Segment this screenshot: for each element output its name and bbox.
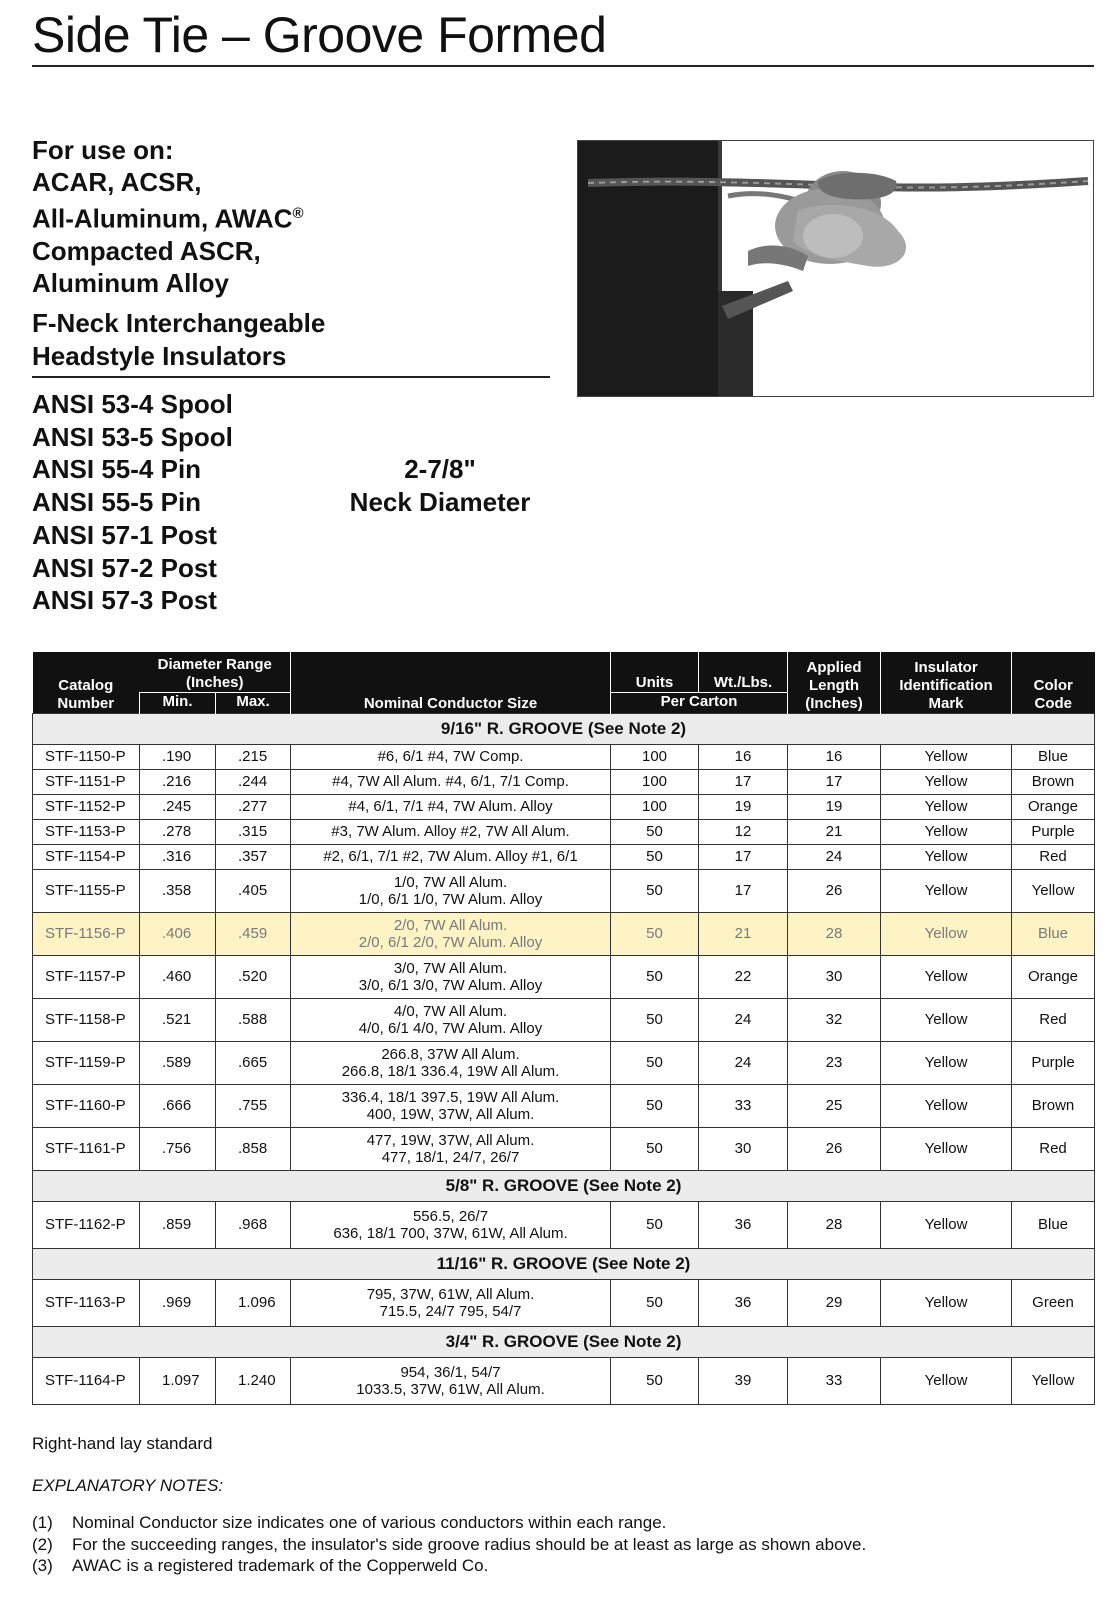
catalog-number-cell: STF-1164-P [33, 1358, 140, 1405]
conductor-line: 2/0, 7W All Alum. [393, 916, 508, 934]
insulator-mark-cell: Yellow [881, 1085, 1012, 1128]
catalog-number-cell: STF-1150-P [33, 745, 140, 770]
conductor-line: 636, 18/1 700, 37W, 61W, All Alum. [333, 1225, 568, 1242]
min-diameter-cell: 1.097 [140, 1358, 216, 1405]
conductor-line: #3, 7W Alum. Alloy #2, 7W All Alum. [331, 823, 570, 841]
color-code-cell: Red [1012, 845, 1095, 870]
ansi-item: ANSI 53-4 Spool [32, 389, 233, 419]
catalog-number-cell: STF-1153-P [33, 820, 140, 845]
notes-heading: EXPLANATORY NOTES: [32, 1476, 224, 1495]
ansi-item: ANSI 53-5 Spool [32, 421, 233, 452]
neck-diameter [330, 453, 550, 519]
conductor-line: 2/0, 6/1 2/0, 7W Alum. Alloy [358, 934, 543, 951]
weight-cell: 19 [699, 795, 788, 820]
units-cell: 50 [611, 870, 699, 913]
section-divider [32, 376, 550, 378]
weight-cell: 24 [699, 1042, 788, 1085]
min-diameter-cell: .245 [140, 795, 216, 820]
conductor-line: #4, 6/1, 7/1 #4, 7W Alum. Alloy [348, 798, 553, 816]
use-on-line: Compacted ASCR, [32, 235, 261, 266]
table-row [33, 845, 1095, 870]
col-insulator-mark: Insulator Identification Mark [881, 652, 1012, 714]
table-row [33, 1042, 1095, 1085]
ansi-item: ANSI 57-2 Post [32, 552, 217, 583]
catalog-number-cell: STF-1152-P [33, 795, 140, 820]
max-diameter-cell: .968 [216, 1202, 291, 1249]
weight-cell: 24 [699, 999, 788, 1042]
note-item: (1) Nominal Conductor size indicates one of various conductors within each range. [32, 1513, 667, 1532]
insulator-mark-cell: Yellow [881, 820, 1012, 845]
note-item: (3) AWAC is a registered trademark of the Copperweld Co. [32, 1556, 489, 1575]
applied-length-cell: 19 [788, 795, 881, 820]
catalog-number-cell: STF-1151-P [33, 770, 140, 795]
min-diameter-cell: .521 [140, 999, 216, 1042]
weight-cell: 36 [699, 1280, 788, 1327]
weight-cell: 16 [699, 745, 788, 770]
applied-length-cell: 32 [788, 999, 881, 1042]
insulator-mark-cell: Yellow [881, 745, 1012, 770]
applied-length-cell: 30 [788, 956, 881, 999]
lay-note: Right-hand lay standard [32, 1434, 213, 1453]
table-row [33, 913, 1095, 956]
units-cell: 50 [611, 1042, 699, 1085]
units-cell: 50 [611, 1202, 699, 1249]
applied-length-cell: 25 [788, 1085, 881, 1128]
conductor-size-cell [291, 1128, 611, 1171]
max-diameter-cell: .520 [216, 956, 291, 999]
catalog-number-cell: STF-1160-P [33, 1085, 140, 1128]
catalog-number-cell: STF-1158-P [33, 999, 140, 1042]
side-tie-photo-image [578, 141, 1093, 396]
table-row [33, 999, 1095, 1042]
catalog-number-cell: STF-1156-P [33, 913, 140, 956]
product-photo [577, 140, 1094, 397]
units-cell: 100 [611, 770, 699, 795]
weight-cell: 22 [699, 956, 788, 999]
insulator-mark-cell: Yellow [881, 999, 1012, 1042]
insulator-mark-cell: Yellow [881, 1202, 1012, 1249]
note-item: (2) For the succeeding ranges, the insulator's side groove radius should be at least as large as shown above. [32, 1535, 867, 1554]
max-diameter-cell: .665 [216, 1042, 291, 1085]
units-cell: 50 [611, 1358, 699, 1405]
min-diameter-cell: .460 [140, 956, 216, 999]
units-cell: 100 [611, 745, 699, 770]
table-row [33, 1202, 1095, 1249]
conductor-line: 556.5, 26/7 [412, 1207, 489, 1225]
table-row [33, 745, 1095, 770]
color-code-cell: Blue [1012, 1202, 1095, 1249]
conductor-line: #2, 6/1, 7/1 #2, 7W Alum. Alloy #1, 6/1 [323, 848, 578, 866]
catalog-number-cell: STF-1155-P [33, 870, 140, 913]
units-cell: 50 [611, 913, 699, 956]
applied-length-cell: 33 [788, 1358, 881, 1405]
page-title: Side Tie – Groove Formed [32, 7, 607, 63]
weight-cell: 39 [699, 1358, 788, 1405]
color-code-cell: Yellow [1012, 1358, 1095, 1405]
min-diameter-cell: .589 [140, 1042, 216, 1085]
catalog-number-cell: STF-1157-P [33, 956, 140, 999]
use-on-heading: For use on: [32, 135, 174, 165]
conductor-line: 4/0, 6/1 4/0, 7W Alum. Alloy [358, 1020, 543, 1037]
units-cell: 50 [611, 1128, 699, 1171]
units-cell: 50 [611, 956, 699, 999]
min-diameter-cell: .216 [140, 770, 216, 795]
groove-group-label: 3/4" R. GROOVE (See Note 2) [33, 1327, 1095, 1358]
table-row [33, 820, 1095, 845]
color-code-cell: Purple [1012, 1042, 1095, 1085]
max-diameter-cell: .244 [216, 770, 291, 795]
min-diameter-cell: .190 [140, 745, 216, 770]
ansi-item: ANSI 55-4 Pin [32, 454, 202, 485]
max-diameter-cell: .357 [216, 845, 291, 870]
table-row [33, 1085, 1095, 1128]
color-code-cell: Blue [1012, 913, 1095, 956]
conductor-line: 954, 36/1, 54/7 [400, 1363, 501, 1381]
conductor-size-cell [291, 795, 611, 820]
col-max: Max. [216, 693, 291, 714]
weight-cell: 17 [699, 870, 788, 913]
ansi-item: ANSI 57-3 Post [32, 585, 217, 616]
conductor-size-cell [291, 1202, 611, 1249]
table-row [33, 870, 1095, 913]
units-cell: 50 [611, 999, 699, 1042]
min-diameter-cell: .278 [140, 820, 216, 845]
spec-table-body [33, 714, 1095, 1405]
ansi-item: ANSI 55-5 Pin [32, 487, 202, 518]
conductor-size-cell [291, 845, 611, 870]
use-on-line: Aluminum Alloy [32, 267, 229, 298]
insulator-type-line: Headstyle Insulators [32, 341, 287, 371]
max-diameter-cell: .315 [216, 820, 291, 845]
color-code-cell: Yellow [1012, 870, 1095, 913]
insulator-mark-cell: Yellow [881, 1128, 1012, 1171]
color-code-cell: Orange [1012, 795, 1095, 820]
max-diameter-cell: 1.096 [216, 1280, 291, 1327]
conductor-line: 266.8, 18/1 336.4, 19W All Alum. [341, 1063, 560, 1080]
max-diameter-cell: .858 [216, 1128, 291, 1171]
table-row [33, 1128, 1095, 1171]
col-conductor-size: Nominal Conductor Size [291, 652, 611, 714]
col-per-carton: Per Carton [611, 693, 788, 714]
applied-length-cell: 26 [788, 1128, 881, 1171]
insulator-mark-cell: Yellow [881, 1358, 1012, 1405]
max-diameter-cell: .459 [216, 913, 291, 956]
conductor-size-cell [291, 1042, 611, 1085]
insulator-type [32, 307, 325, 373]
color-code-cell: Purple [1012, 820, 1095, 845]
conductor-line: 1/0, 7W All Alum. [393, 873, 508, 891]
col-color-code: Color Code [1012, 652, 1095, 714]
min-diameter-cell: .666 [140, 1085, 216, 1128]
table-row [33, 795, 1095, 820]
insulator-type-line: F-Neck Interchangeable [32, 308, 326, 338]
min-diameter-cell: .756 [140, 1128, 216, 1171]
color-code-cell: Orange [1012, 956, 1095, 999]
max-diameter-cell: .277 [216, 795, 291, 820]
catalog-number-cell: STF-1154-P [33, 845, 140, 870]
catalog-number-cell: STF-1163-P [33, 1280, 140, 1327]
weight-cell: 36 [699, 1202, 788, 1249]
groove-group-label: 9/16" R. GROOVE (See Note 2) [33, 714, 1095, 745]
groove-group-row [33, 714, 1095, 745]
table-row [33, 956, 1095, 999]
insulator-mark-cell: Yellow [881, 956, 1012, 999]
applied-length-cell: 24 [788, 845, 881, 870]
insulator-mark-cell: Yellow [881, 845, 1012, 870]
color-code-cell: Brown [1012, 770, 1095, 795]
neck-diameter-value: 2-7/8" [404, 454, 476, 484]
min-diameter-cell: .859 [140, 1202, 216, 1249]
max-diameter-cell: .588 [216, 999, 291, 1042]
applied-length-cell: 16 [788, 745, 881, 770]
catalog-number-cell: STF-1161-P [33, 1128, 140, 1171]
col-diameter-range: Diameter Range (Inches) [140, 652, 291, 693]
conductor-line: 4/0, 7W All Alum. [393, 1002, 508, 1020]
conductor-line: 400, 19W, 37W, All Alum. [366, 1106, 535, 1123]
insulator-mark-cell: Yellow [881, 913, 1012, 956]
ansi-item: ANSI 57-1 Post [32, 519, 217, 550]
color-code-cell: Red [1012, 1128, 1095, 1171]
max-diameter-cell: 1.240 [216, 1358, 291, 1405]
conductor-size-cell [291, 770, 611, 795]
col-applied-length: Applied Length (Inches) [788, 652, 881, 714]
units-cell: 50 [611, 820, 699, 845]
color-code-cell: Green [1012, 1280, 1095, 1327]
groove-group-row [33, 1249, 1095, 1280]
conductor-line: 3/0, 7W All Alum. [393, 959, 508, 977]
color-code-cell: Red [1012, 999, 1095, 1042]
max-diameter-cell: .405 [216, 870, 291, 913]
applied-length-cell: 29 [788, 1280, 881, 1327]
conductor-line: 477, 19W, 37W, All Alum. [366, 1131, 535, 1149]
weight-cell: 33 [699, 1085, 788, 1128]
conductor-line: #6, 6/1 #4, 7W Comp. [377, 748, 524, 766]
max-diameter-cell: .755 [216, 1085, 291, 1128]
weight-cell: 21 [699, 913, 788, 956]
applied-length-cell: 28 [788, 1202, 881, 1249]
groove-group-row [33, 1171, 1095, 1202]
groove-group-label: 5/8" R. GROOVE (See Note 2) [33, 1171, 1095, 1202]
catalog-number-cell: STF-1162-P [33, 1202, 140, 1249]
conductor-line: 1/0, 6/1 1/0, 7W Alum. Alloy [358, 891, 543, 908]
conductor-size-cell [291, 1358, 611, 1405]
groove-group-row [33, 1327, 1095, 1358]
col-catalog-number: Catalog Number [33, 652, 140, 714]
conductor-size-cell [291, 820, 611, 845]
applied-length-cell: 17 [788, 770, 881, 795]
col-units: Units [611, 652, 699, 693]
registered-mark: ® [292, 205, 304, 222]
min-diameter-cell: .358 [140, 870, 216, 913]
insulator-mark-cell: Yellow [881, 870, 1012, 913]
conductor-size-cell [291, 745, 611, 770]
conductor-line: 336.4, 18/1 397.5, 19W All Alum. [341, 1088, 560, 1106]
color-code-cell: Blue [1012, 745, 1095, 770]
conductor-line: 795, 37W, 61W, All Alum. [366, 1285, 535, 1303]
units-cell: 50 [611, 1280, 699, 1327]
conductor-size-cell [291, 999, 611, 1042]
units-cell: 100 [611, 795, 699, 820]
insulator-mark-cell: Yellow [881, 1280, 1012, 1327]
catalog-number-cell: STF-1159-P [33, 1042, 140, 1085]
use-on-list [32, 134, 552, 299]
product-spec-table [32, 652, 1095, 1405]
ansi-list [32, 388, 233, 617]
conductor-line: #4, 7W All Alum. #4, 6/1, 7/1 Comp. [332, 773, 569, 791]
table-row [33, 770, 1095, 795]
conductor-size-cell [291, 913, 611, 956]
use-on-line: All-Aluminum, AWAC® [32, 203, 304, 234]
weight-cell: 17 [699, 845, 788, 870]
conductor-size-cell [291, 1085, 611, 1128]
conductor-line: 3/0, 6/1 3/0, 7W Alum. Alloy [358, 977, 543, 994]
weight-cell: 12 [699, 820, 788, 845]
conductor-line: 1033.5, 37W, 61W, All Alum. [356, 1381, 545, 1398]
conductor-line: 266.8, 37W All Alum. [381, 1045, 520, 1063]
applied-length-cell: 23 [788, 1042, 881, 1085]
table-row [33, 1358, 1095, 1405]
col-min: Min. [140, 693, 216, 714]
weight-cell: 17 [699, 770, 788, 795]
conductor-size-cell [291, 870, 611, 913]
units-cell: 50 [611, 845, 699, 870]
min-diameter-cell: .316 [140, 845, 216, 870]
groove-group-label: 11/16" R. GROOVE (See Note 2) [33, 1249, 1095, 1280]
applied-length-cell: 26 [788, 870, 881, 913]
weight-cell: 30 [699, 1128, 788, 1171]
conductor-line: 715.5, 24/7 795, 54/7 [379, 1303, 522, 1320]
color-code-cell: Brown [1012, 1085, 1095, 1128]
col-weight: Wt./Lbs. [699, 652, 788, 693]
table-row [33, 1280, 1095, 1327]
insulator-mark-cell: Yellow [881, 770, 1012, 795]
insulator-mark-cell: Yellow [881, 795, 1012, 820]
units-cell: 50 [611, 1085, 699, 1128]
neck-diameter-label: Neck Diameter [349, 487, 531, 517]
applied-length-cell: 21 [788, 820, 881, 845]
insulator-mark-cell: Yellow [881, 1042, 1012, 1085]
conductor-size-cell [291, 956, 611, 999]
min-diameter-cell: .406 [140, 913, 216, 956]
max-diameter-cell: .215 [216, 745, 291, 770]
use-on-line: ACAR, ACSR, [32, 167, 202, 197]
conductor-size-cell [291, 1280, 611, 1327]
conductor-line: 477, 18/1, 24/7, 26/7 [381, 1149, 520, 1166]
title-divider [32, 65, 1094, 67]
min-diameter-cell: .969 [140, 1280, 216, 1327]
applied-length-cell: 28 [788, 913, 881, 956]
